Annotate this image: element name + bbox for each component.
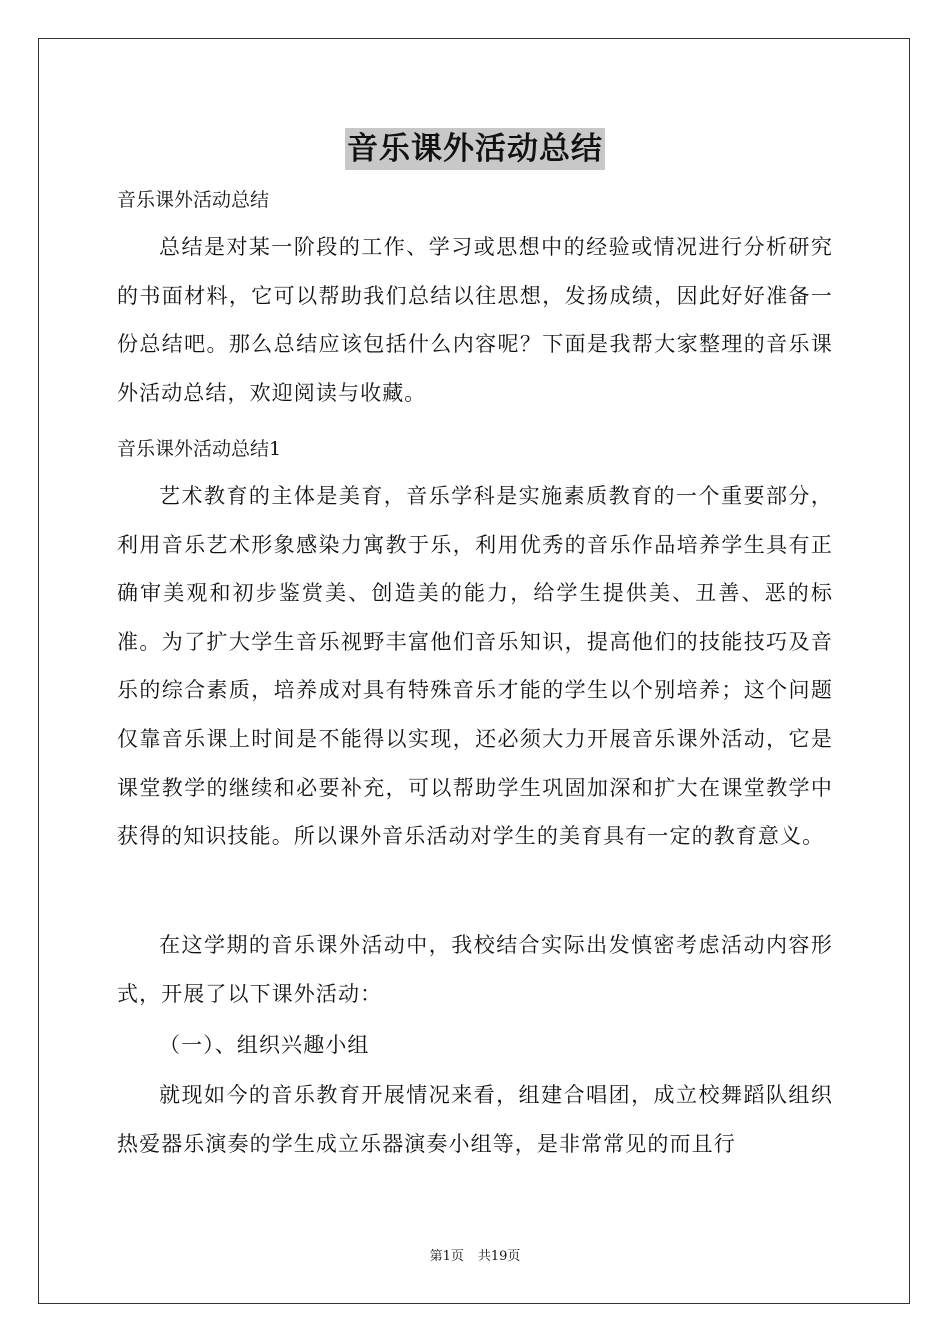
body-paragraph-2: 在这学期的音乐课外活动中，我校结合实际出发慎密考虑活动内容形式，开展了以下课外活动： bbox=[117, 933, 833, 1006]
document-title: 音乐课外活动总结 bbox=[345, 128, 605, 170]
body-paragraph-1: 艺术教育的主体是美育，音乐学科是实施素质教育的一个重要部分，利用音乐艺术形象感染力寓教于乐，利用优秀的音乐作品培养学生具有正确审美观和初步鉴赏美、创造美的能力，给学生提供美、丑善、恶的标准。为了扩大学生音乐视野丰富他们音乐知识，提高他们的技能技巧及音乐的综合素质，培养成对具有特殊音乐才能的学生以个别培养；这个问题仅靠音乐课上时间是不能得以实现，还必须大力开展音乐课外活动，它是课堂教学的继续和必要补充，可以帮助学生巩固加深和扩大在课堂教学中获得的知识技能。所以课外音乐活动对学生的美育具有一定的教育意义。 bbox=[117, 484, 833, 849]
list-item-1: （一）、组织兴趣小组 bbox=[159, 1033, 370, 1057]
page-number: 第1页 bbox=[429, 1249, 464, 1264]
page-total: 共19页 bbox=[477, 1249, 521, 1264]
intro-paragraph: 总结是对某一阶段的工作、学习或思想中的经验或情况进行分析研究的书面材料，它可以帮助我们总结以往思想，发扬成绩，因此好好准备一份总结吧。那么总结应该包括什么内容呢？下面是我帮大家整理的音乐课外活动总结，欢迎阅读与收藏。 bbox=[117, 235, 833, 405]
body-paragraph-3: 就现如今的音乐教育开展情况来看，组建合唱团，成立校舞蹈队组织热爱器乐演奏的学生成立乐器演奏小组等，是非常常见的而且行 bbox=[117, 1083, 833, 1156]
section-heading: 音乐课外活动总结1 bbox=[117, 438, 282, 460]
document-subtitle: 音乐课外活动总结 bbox=[117, 189, 270, 211]
page-footer bbox=[0, 1248, 950, 1266]
title-wrap bbox=[0, 128, 950, 170]
